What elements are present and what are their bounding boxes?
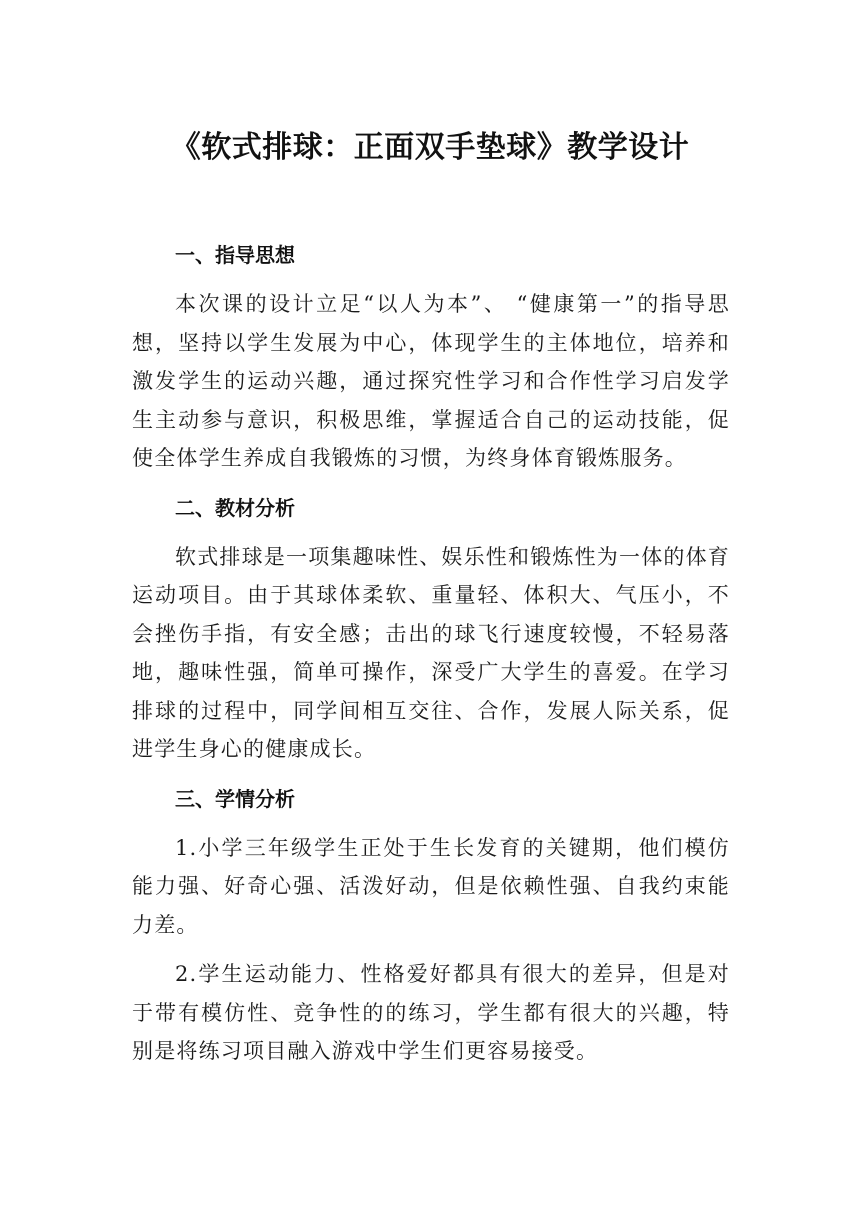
document-title: 《软式排球：正面双手垫球》教学设计	[170, 130, 690, 165]
document-body	[132, 236, 730, 1082]
section-material-analysis	[132, 489, 730, 769]
section-student-analysis	[132, 780, 730, 1071]
section-guiding-ideology	[132, 236, 730, 478]
section-paragraph: 1.小学三年级学生正处于生长发育的关键期，他们模仿能力强、好奇心强、活泼好动，但是依赖性强、自我约束能力差。	[132, 835, 730, 937]
section-paragraph: 软式排球是一项集趣味性、娱乐性和锻炼性为一体的体育运动项目。由于其球体柔软、重量轻、体积大、气压小，不会挫伤手指，有安全感；击出的球飞行速度较慢，不轻易落地，趣味性强，简单可操作，深受广大学生的喜爱。在学习排球的过程中，同学间相互交往、合作，发展人际关系，促进学生身心的健康成长。	[132, 544, 730, 761]
section-heading: 三、学情分析	[175, 786, 295, 811]
section-heading: 二、教材分析	[175, 495, 295, 520]
section-heading: 一、指导思想	[175, 243, 295, 267]
section-paragraph: 2.学生运动能力、性格爱好都具有很大的差异，但是对于带有模仿性、竞争性的的练习，学生都有很大的兴趣，特别是将练习项目融入游戏中学生们更容易接受。	[132, 962, 730, 1063]
section-paragraph: 本次课的设计立足“以人为本”、 “健康第一”的指导思想，坚持以学生发展为中心，体现学生的主体地位，培养和激发学生的运动兴趣，通过探究性学习和合作性学习启发学生主动参与意识，积极思维，掌握适合自己的运动技能，促使全体学生养成自我锻炼的习惯，为终身体育锻炼服务。	[132, 292, 730, 470]
